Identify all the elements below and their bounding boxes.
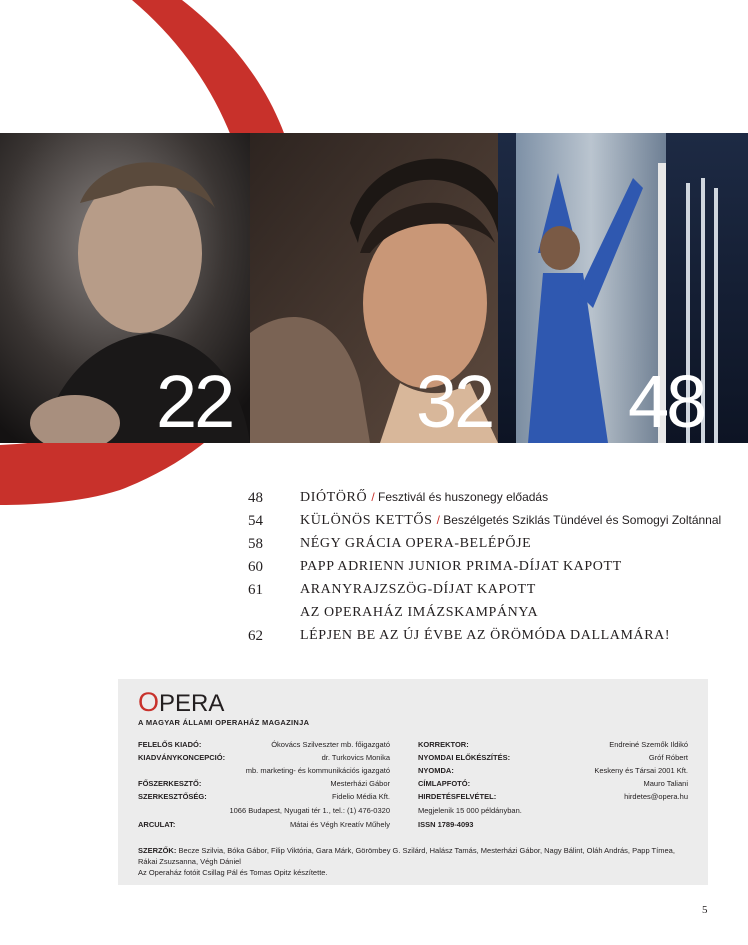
page-ref-48: 48 — [628, 360, 705, 443]
imprint-panel — [118, 679, 708, 885]
toc-title: ARANYRAJZSZÖG-DÍJAT KAPOTT — [300, 582, 536, 597]
page-number: 5 — [702, 904, 708, 916]
toc-page-number: 61 — [248, 582, 263, 598]
toc-title: PAPP ADRIENN JUNIOR PRIMA-DÍJAT KAPOTT — [300, 559, 622, 574]
authors-label: SZERZŐK: — [138, 846, 177, 855]
photo-conductor[interactable] — [0, 133, 250, 443]
credit-row: ARCULAT: Mátai és Végh Kreatív Műhely — [138, 820, 390, 829]
credit-row: KIADVÁNYKONCEPCIÓ: dr. Turkovics Monika — [138, 753, 390, 762]
toc-title: LÉPJEN BE AZ ÚJ ÉVBE AZ ÖRÖMÓDA DALLAMÁRA! — [300, 628, 671, 643]
credit-row: mb. marketing- és kommunikációs igazgató — [245, 766, 390, 775]
credit-row: SZERKESZTŐSÉG: Fidelio Média Kft. — [138, 792, 390, 801]
page-ref-22: 22 — [156, 360, 233, 443]
credit-row: HIRDETÉSFELVÉTEL: hirdetes@opera.hu — [418, 792, 688, 801]
toc-title: DIÓTÖRŐ / Fesztivál és huszonegy előadás — [300, 490, 549, 505]
magazine-subtitle: A MAGYAR ÁLLAMI OPERAHÁZ MAGAZINJA — [138, 718, 310, 727]
credit-row: Megjelenik 15 000 példányban. — [418, 806, 522, 815]
credit-row: ISSN 1789-4093 — [418, 820, 474, 829]
opera-logo: OPERA — [138, 687, 225, 717]
photo-nutcracker-figure[interactable] — [498, 133, 748, 443]
credit-row: FELELŐS KIADÓ: Ókovács Szilveszter mb. főigazgató — [138, 740, 390, 749]
credit-row: NYOMDA: Keskeny és Társai 2001 Kft. — [418, 766, 688, 775]
toc-page-number: 60 — [248, 559, 263, 575]
toc-page-number: 58 — [248, 536, 263, 552]
toc-page-number: 62 — [248, 628, 263, 644]
page-ref-32: 32 — [416, 360, 493, 443]
credit-row: NYOMDAI ELŐKÉSZÍTÉS: Gróf Róbert — [418, 753, 688, 762]
photo-strip — [0, 133, 748, 443]
authors-list: Becze Szilvia, Bóka Gábor, Filip Viktória, Gara Márk, Görömbey G. Szilárd, Halász Tamás, Mesterházi Gábor, Nagy Bálint, Oláh András, Papp Tímea, Rákai Zsuzsanna, Végh Dániel — [138, 846, 675, 866]
credit-row: CÍMLAPFOTÓ: Mauro Taliani — [418, 779, 688, 788]
authors-block — [138, 845, 688, 878]
photo-credit: Az Operaház fotóit Csillag Pál és Tomas Opitz készítette. — [138, 868, 328, 877]
photo-man-smiling[interactable] — [250, 133, 498, 443]
toc-title: NÉGY GRÁCIA OPERA-BELÉPŐJE — [300, 536, 532, 551]
toc-title: AZ OPERAHÁZ IMÁZSKAMPÁNYA — [300, 605, 539, 620]
toc-title: KÜLÖNÖS KETTŐS / Beszélgetés Sziklás Tündével és Somogyi Zoltánnal — [300, 513, 722, 528]
toc-page-number: 54 — [248, 513, 263, 529]
credit-row: 1066 Budapest, Nyugati tér 1., tel.: (1) 476-0320 — [229, 806, 390, 815]
credit-row: KORREKTOR: Endreiné Szemők Ildikó — [418, 740, 688, 749]
toc-page-number: 48 — [248, 490, 263, 506]
credit-row: FŐSZERKESZTŐ: Mesterházi Gábor — [138, 779, 390, 788]
